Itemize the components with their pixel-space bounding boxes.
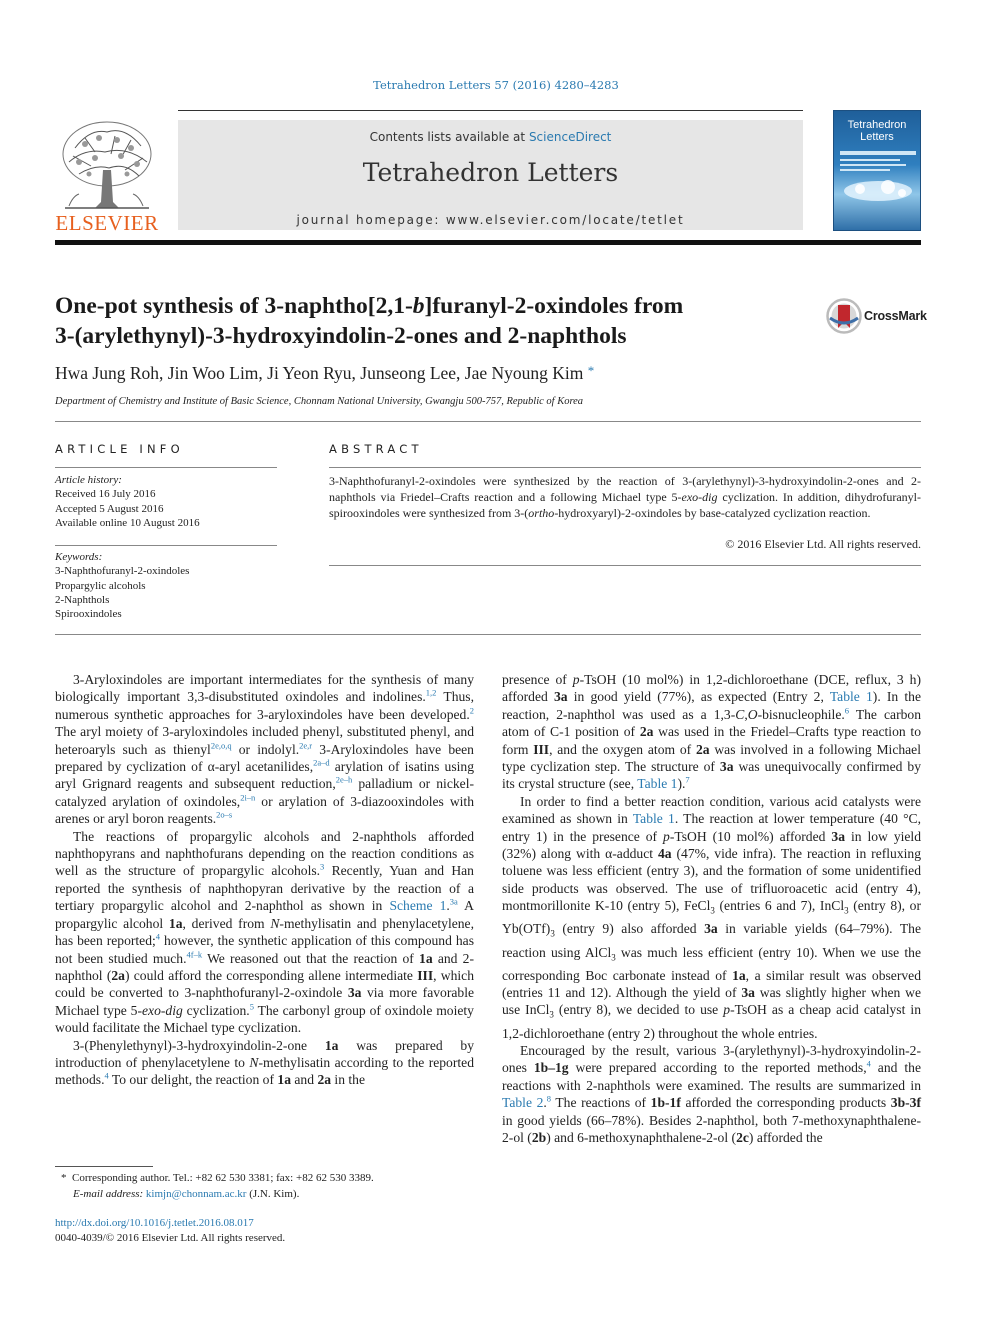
abstract-rule xyxy=(329,467,921,468)
body-paragraph: The reactions of propargylic alcohols and 2-naphthols afforded naphthopyrans and naphthofurans depending on the reaction conditions as well as the structure of propargylic alcohols.$^3$ Recently, Yuan and Han reported the synthesis of naphthopyran derivative by the reaction of a tertiary propargylic alcohol and 2-naphthol as shown in Scheme 1.$^{3a}$ A propargylic alcohol 1a, derived from N-methylisatin and phenylacetylene, has been reported;$^4$ however, the synthetic application of this compound has not been studied much.$^{4f-k}$ We reasoned out that the reaction of 1a and 2-naphthol (2a) could afford the corresponding allene intermediate III, which could be converted to 3-naphthofuranyl-2-oxindole 3a via more favorable Michael type 5-exo-dig cyclization.$^5$ The carbonyl group of oxindole moiety would facilitate the Michael type cyclization. xyxy=(55,828,475,1036)
journal-citation-link[interactable]: Tetrahedron Letters 57 (2016) 4280–4283 xyxy=(373,78,619,92)
body-paragraph: presence of p-TsOH (10 mol%) in 1,2-dichloroethane (DCE, reflux, 3 h) afforded 3a in good yield (77%), as expected (Entry 2, Table 1). In the reaction, 2-naphthol was used as a 1,3-C,O-bisnucleophile.$^6$ The carbon atom of C-1 position of 2a was used in the Friedel–Crafts type reaction to form III, and the oxygen atom of 2a was involved in a following Michael type cyclization step. The structure of 3a was unequivocally confirmed by its crystal structure (see, Table 1).$^7$ xyxy=(502,672,922,792)
keyword-item: Propargylic alcohols xyxy=(55,579,146,592)
corresponding-author-mark[interactable]: * xyxy=(587,363,595,378)
doi-block xyxy=(55,1216,285,1246)
header-bottom-rule xyxy=(55,240,921,245)
journal-header-box xyxy=(178,120,803,230)
cover-title: Tetrahedron Letters xyxy=(847,119,907,143)
front-matter-rule xyxy=(55,634,921,635)
cover-artwork xyxy=(840,151,916,221)
author-list: Hwa Jung Roh, Jin Woo Lim, Ji Yeon Ryu, Junseong Lee, Jae Nyoung Kim * xyxy=(55,363,595,383)
body-paragraph: 3-(Phenylethynyl)-3-hydroxyindolin-2-one 1a was prepared by introduction of phenylacetylene to N-methylisatin according to the reported methods.$^4$ To our delight, the reaction of 1a and 2a in the xyxy=(55,1037,475,1088)
footnote-rule xyxy=(55,1166,153,1167)
article-info-heading: ARTICLE INFO xyxy=(55,442,184,456)
abstract-bottom-rule xyxy=(329,565,921,566)
body-column-left xyxy=(55,671,474,1089)
journal-cover-image xyxy=(833,110,921,231)
body-paragraph: In order to find a better reaction condition, various acid catalysts were examined as shown in Table 1. The reaction at lower temperature (40 °C, entry 1) in the presence of p-TsOH (10 mol%) afforded 3a in low yield (32%) along with α-adduct 4a (47%, vide infra). The reaction in refluxing toluene was less efficient (entry 3), and the formation of some unidentified side products was observed. The use of trifluoroacetic acid (entry 4), montmorillonite K-10 (entry 5), FeCl$_3$ (entries 6 and 7), InCl$_3$ (entry 8), or $Yb(OTf)_3$ (entry 9) also afforded 3a in variable yields (64–79%). The reaction using AlCl$_3$ was much less efficient (entry 10). When we use the corresponding Boc carbonate instead of 1a, a similar result was observed (entries 11 and 12). Although the yield of 3a was slightly higher when we use InCl$_3$ (entry 8), we decided to use p-TsOH as a cheap acid catalyst in 1,2-dichloroethane (entry 2) throughout the whole entries. xyxy=(502,793,921,1041)
journal-title: Tetrahedron Letters xyxy=(362,158,619,187)
abstract-copyright: © 2016 Elsevier Ltd. All rights reserved. xyxy=(725,537,921,551)
issn-line: 0040-4039/© 2016 Elsevier Ltd. All rights reserved. xyxy=(55,1232,286,1244)
crossmark-icon[interactable] xyxy=(826,298,862,334)
abstract-text: 3-Naphthofuranyl-2-oxindoles were synthesized by the reaction of 3-(arylethynyl)-3-hydroxyindolin-2-ones and 2-naphthols via Friedel–Crafts reaction and a following Michael type 5-exo-dig cyclization. In addition, dihydrofuranyl-spirooxindoles were synthesized from 3-(ortho-hydroxyaryl)-2-oxindoles by base-catalyzed cyclization reaction. xyxy=(329,474,921,520)
body-paragraph: Encouraged by the result, various 3-(arylethynyl)-3-hydroxyindolin-2-ones 1b–1g were prepared according to the reported methods,$^4$ and the reactions with 2-naphthols were examined. The results are summarized in Table 2.$^8$ The reactions of 1b-1f afforded the corresponding products 3b-3f in good yields (66–78%). Besides 2-naphthol, both 7-methoxynaphthalene-2-ol (2b) and 6-methoxynaphthalene-2-ol (2c) afforded the xyxy=(502,1043,921,1146)
keywords-block: Keywords: 3-Naphthofuranyl-2-oxindoles Propargylic alcohols 2-Naphthols Spirooxindoles xyxy=(55,550,277,621)
sciencedirect-link[interactable]: ScienceDirect xyxy=(528,130,612,144)
crossmark-label[interactable]: CrossMark xyxy=(864,309,927,323)
author-email-link[interactable]: kimjn@chonnam.ac.kr xyxy=(145,1187,247,1200)
elsevier-wordmark: ELSEVIER xyxy=(55,211,159,235)
journal-homepage[interactable]: journal homepage: www.elsevier.com/locate/tetlet xyxy=(296,213,685,227)
elsevier-tree-logo xyxy=(55,118,159,212)
corresponding-author-footnote: * Corresponding author. Tel.: +82 62 530 3381; fax: +82 62 530 3389. E-mail address: kimjn@chonnam.ac.kr (J.N. Kim). xyxy=(61,1172,374,1200)
contents-line: Contents lists available at ScienceDirect xyxy=(369,130,612,144)
keywords-rule xyxy=(55,545,277,546)
body-paragraph: 3-Aryloxindoles are important intermediates for the synthesis of many biologically important 3,3-disubstituted oxindoles and indolines.$^{1,2}$ Thus, numerous synthetic approaches for 3-aryloxindoles have been developed.$^2$ The aryl moiety of 3-aryloxindoles included phenyl, substituted phenyl, and heteroaryls such as thienyl$^{2e,o,q}$ or indolyl.$^{2e,r}$ 3-Aryloxindoles have been prepared by cyclization of α-aryl acetanilides,$^{2a-d}$ arylation of isatins using aryl Grignard reagents and subsequent reduction,$^{2e-h}$ palladium or nickel-catalyzed arylation of oxindoles,$^{2i-n}$ or arylation of 3-diazooxindoles with arenes or aryl boron reagents.$^{2o-s}$ xyxy=(55,672,474,827)
article-info-rule xyxy=(55,467,277,468)
affiliation: Department of Chemistry and Institute of Basic Science, Chonnam National University, Gwangju 500-757, Republic of Korea xyxy=(55,396,584,407)
keyword-item: 2-Naphthols xyxy=(55,593,110,606)
keyword-item: 3-Naphthofuranyl-2-oxindoles xyxy=(55,565,190,578)
affiliation-rule xyxy=(55,421,921,422)
abstract-heading: ABSTRACT xyxy=(329,442,423,456)
keyword-item: Spirooxindoles xyxy=(55,608,122,621)
paper-title: One-pot synthesis of 3-naphtho[2,1-b]furanyl-2-oxindoles from 3-(arylethynyl)-3-hydroxyindolin-2-ones and 2-naphthols xyxy=(55,293,684,349)
article-history: Article history: Received 16 July 2016 Accepted 5 August 2016 Available online 10 August 2016 xyxy=(55,474,200,529)
doi-link[interactable]: http://dx.doi.org/10.1016/j.tetlet.2016.08.017 xyxy=(55,1217,254,1229)
header-top-rule xyxy=(178,110,803,111)
body-column-right xyxy=(502,671,921,1146)
